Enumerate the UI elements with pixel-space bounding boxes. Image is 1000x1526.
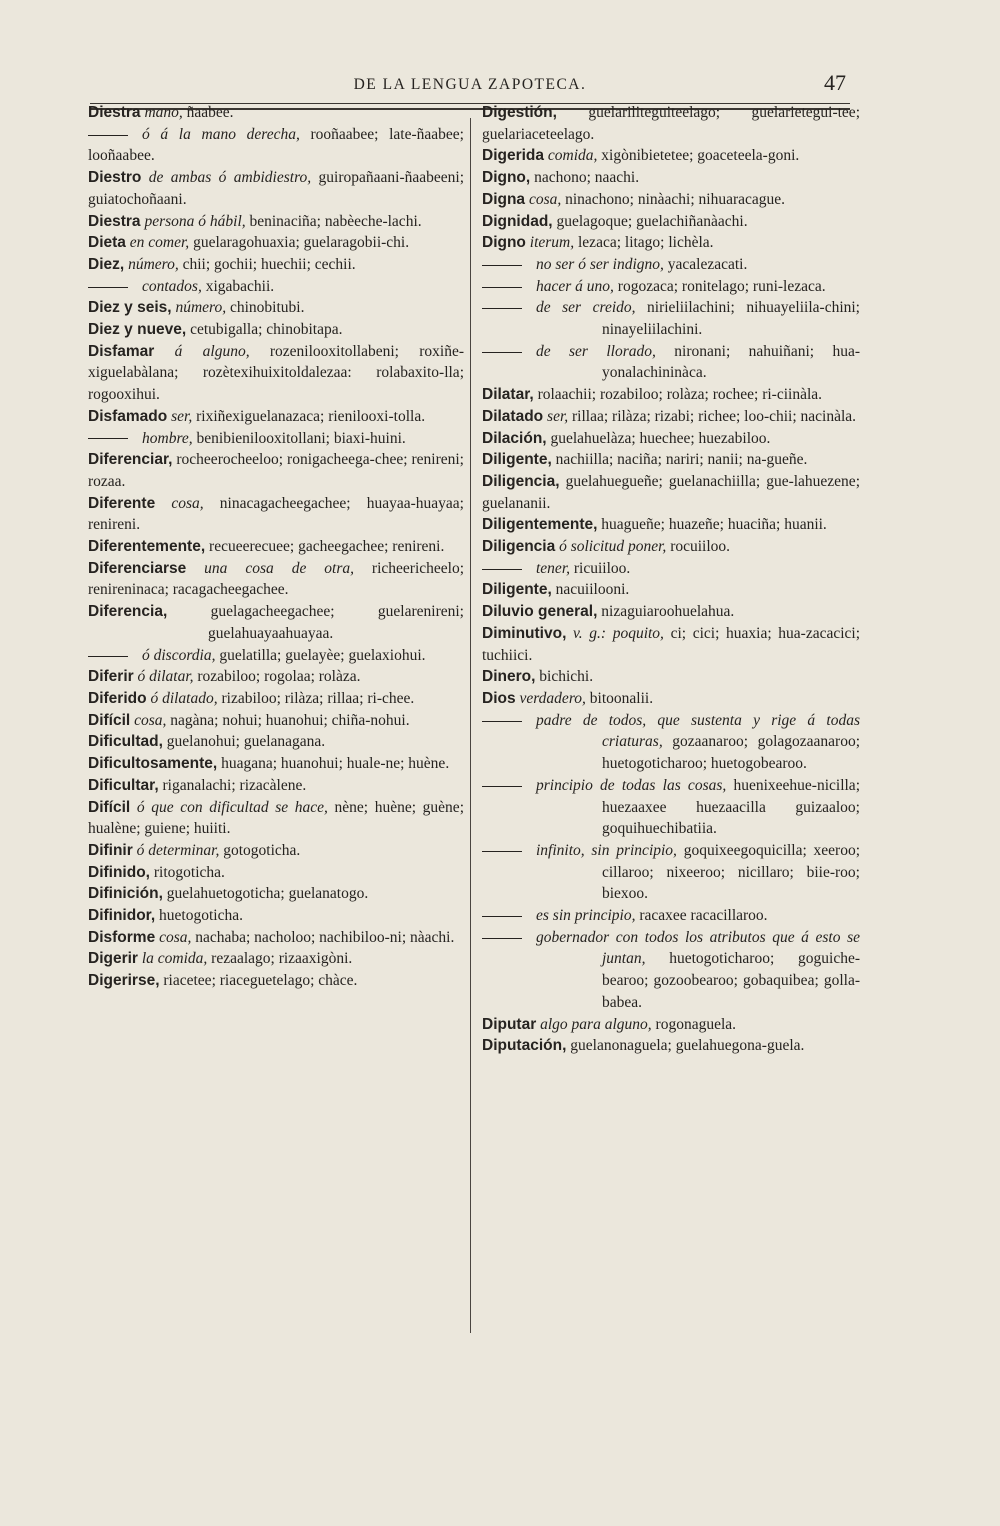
qualifier: ó que con dificultad se hace,	[136, 798, 328, 816]
ditto-dash	[482, 851, 522, 852]
definition: guelaragohuaxia; guelaragobii-chi.	[193, 234, 410, 252]
ditto-dash	[482, 308, 522, 309]
headword: Diferenciarse	[88, 559, 187, 577]
dictionary-entry	[88, 124, 464, 167]
dictionary-entry	[482, 384, 860, 406]
dictionary-entry	[88, 666, 464, 688]
dictionary-entry	[88, 840, 464, 862]
qualifier: ser,	[547, 407, 569, 425]
dictionary-entry	[88, 493, 464, 536]
qualifier: algo para alguno,	[540, 1015, 652, 1033]
dictionary-entry	[88, 970, 464, 992]
dictionary-entry	[88, 775, 464, 797]
qualifier: ó á la mano derecha,	[142, 125, 300, 143]
dictionary-entry	[482, 927, 860, 1014]
definition: guelahuelàza; huechee; huezabiloo.	[550, 429, 771, 447]
dictionary-entry	[482, 145, 860, 167]
column-divider	[470, 118, 471, 1333]
definition: guelanohui; guelanagana.	[166, 733, 326, 751]
dictionary-entry	[88, 254, 464, 276]
dictionary-entry	[482, 254, 860, 276]
headword: Diestra	[88, 212, 141, 230]
qualifier: cosa,	[134, 711, 167, 729]
ditto-dash	[482, 265, 522, 266]
definition: gotogoticha.	[223, 841, 301, 859]
definition: nacuiilooni.	[555, 581, 630, 599]
ditto-dash	[482, 287, 522, 288]
headword: Dificultosamente,	[88, 755, 218, 773]
ditto-dash	[88, 287, 128, 288]
dictionary-entry	[482, 666, 860, 688]
definition: bichichi.	[539, 668, 594, 686]
headword: Diestro	[88, 169, 142, 187]
dictionary-entry	[482, 558, 860, 580]
right-column	[482, 102, 860, 1057]
dictionary-entry	[88, 428, 464, 450]
headword: Diligencia	[482, 538, 556, 556]
qualifier: gobernador con todos los atributos que á esto se juntan,	[536, 928, 860, 968]
headword: Digestión,	[482, 104, 557, 121]
qualifier: tener,	[536, 559, 571, 577]
qualifier: principio de todas las cosas,	[536, 776, 727, 794]
definition: ninacagacheegachee; huayaa-huayaa; renireni.	[88, 494, 464, 534]
definition: nachaba; nacholoo; nachibiloo-ni; nàachi.	[195, 928, 455, 946]
dictionary-entry	[88, 710, 464, 732]
dictionary-entry	[482, 536, 860, 558]
dictionary-entry	[482, 579, 860, 601]
dictionary-entry	[482, 211, 860, 233]
headword: Dios	[482, 689, 516, 707]
headword: Diligentemente,	[482, 516, 598, 534]
headword: Diferenciar,	[88, 451, 173, 469]
ditto-dash	[482, 916, 522, 917]
definition: yacalezacati.	[667, 255, 748, 273]
dictionary-entry	[88, 688, 464, 710]
dictionary-entry	[88, 753, 464, 775]
dictionary-entry	[88, 536, 464, 558]
headword: Digno	[482, 234, 526, 252]
qualifier: ó determinar,	[136, 841, 220, 859]
definition: rillaa; rilàza; rizabi; richee; loo-chii; nacinàla.	[572, 407, 857, 425]
definition: xigònibietetee; goaceteela-goni.	[601, 147, 800, 165]
qualifier: ó solicitud poner,	[559, 538, 667, 556]
headword: Digno,	[482, 169, 531, 187]
qualifier: v. g.: poquito,	[573, 624, 664, 642]
definition: guelahuetogoticha; guelanatogo.	[166, 885, 369, 903]
definition: ci; cici; huaxia; hua-zacacici; tuchiici.	[482, 624, 861, 664]
ditto-dash	[482, 352, 522, 353]
definition: huagana; huanohui; huale-ne; huène.	[221, 755, 450, 773]
headword: Diligente,	[482, 581, 552, 599]
definition: guelatilla; guelayèe; guelaxiohui.	[219, 646, 426, 664]
qualifier: cosa,	[159, 928, 192, 946]
dictionary-entry	[482, 775, 860, 840]
dictionary-entry	[88, 341, 464, 406]
definition: guelagoque; guelachiñanàachi.	[556, 212, 748, 230]
qualifier: infinito, sin principio,	[536, 841, 677, 859]
dictionary-entry	[482, 341, 860, 384]
definition: benibienilooxitollani; biaxi-huini.	[196, 429, 406, 447]
dictionary-entry	[482, 688, 860, 710]
definition: huetogoticha.	[159, 907, 243, 925]
definition: ritogoticha.	[153, 863, 225, 881]
definition: riacetee; riaceguetelago; chàce.	[163, 972, 358, 990]
headword: Diferido	[88, 689, 147, 707]
left-column	[88, 102, 464, 992]
qualifier: ó dilatado,	[150, 689, 218, 707]
definition: bitoonalii.	[589, 689, 654, 707]
qualifier: padre de todos, que sustenta y rige á todas criaturas,	[536, 711, 860, 751]
qualifier: á alguno,	[174, 342, 250, 360]
definition: guelagacheegachee; guelarenireni; guelahuayaahuayaa.	[208, 603, 464, 642]
dictionary-entry	[482, 189, 860, 211]
definition: guelanonaguela; guelahuegona-guela.	[570, 1037, 805, 1055]
definition: rogonaguela.	[655, 1015, 737, 1033]
headword: Diminutivo,	[482, 624, 567, 642]
dictionary-entry	[482, 276, 860, 298]
dictionary-entry	[482, 840, 860, 905]
headword: Diputación,	[482, 1037, 567, 1055]
qualifier: iterum,	[529, 234, 575, 252]
definition: guelariliteguiteelago; guelarietegui-tee; guelariaceteelago.	[482, 104, 860, 143]
ditto-dash	[482, 569, 522, 570]
definition: rezaalago; rizaaxigòni.	[211, 950, 353, 968]
qualifier: ó discordia,	[142, 646, 216, 664]
definition: rocheerocheeloo; ronigacheega-chee; renireni; rozaa.	[88, 451, 464, 490]
qualifier: ser,	[171, 407, 193, 425]
dictionary-entry	[88, 905, 464, 927]
dictionary-entry	[88, 232, 464, 254]
headword: Diez,	[88, 255, 125, 273]
definition: nizaguiaroohuelahua.	[601, 603, 735, 621]
definition: racaxee racacillaroo.	[639, 907, 768, 925]
qualifier: una cosa de otra,	[204, 559, 354, 577]
headword: Diestra	[88, 104, 141, 121]
dictionary-entry	[88, 167, 464, 210]
definition: beninaciña; nabèeche-lachi.	[249, 212, 422, 230]
definition: nirieliilachini; nihuayeliila-chini; ninayeliilachini.	[602, 299, 860, 339]
dictionary-entry	[88, 862, 464, 884]
definition: rolaachii; rozabiloo; rolàza; rochee; ri-ciinàla.	[537, 386, 823, 404]
dictionary-entry	[482, 167, 860, 189]
headword: Digerida	[482, 147, 545, 165]
ditto-dash	[88, 656, 128, 657]
headword: Difícil	[88, 798, 131, 816]
dictionary-entry	[88, 558, 464, 601]
definition: rozenilooxitollabeni; roxiñe-xiguelabàlana; rozètexihuixitoldalezaa: rolabaxito-lla; rogooxihui.	[88, 342, 465, 404]
headword: Disforme	[88, 928, 156, 946]
qualifier: de ambas ó ambidiestro,	[148, 169, 312, 187]
ditto-dash	[88, 438, 128, 439]
dictionary-entry	[482, 601, 860, 623]
qualifier: la comida,	[141, 950, 208, 968]
qualifier: no ser ó ser indigno,	[536, 255, 664, 273]
dictionary-entry	[88, 731, 464, 753]
headword: Diferentemente,	[88, 538, 206, 556]
dictionary-entry	[88, 948, 464, 970]
headword: Dieta	[88, 234, 126, 252]
definition: rixiñexiguelanazaca; rienilooxi-tolla.	[196, 407, 426, 425]
headword: Dilatado	[482, 407, 544, 425]
definition: xigabachii.	[205, 277, 275, 295]
qualifier: comida,	[547, 147, 598, 165]
headword: Diez y seis,	[88, 299, 172, 317]
definition: nironani; nahuiñani; hua-yonalachininàca.	[602, 342, 861, 382]
definition: huetogoticharoo; goguiche-bearoo; gozoobearoo; gobaquibea; golla-babea.	[602, 950, 860, 1011]
dictionary-entry	[88, 883, 464, 905]
definition: guelahuegueñe; guelanachiilla; gue-lahuezene; guelananii.	[482, 472, 860, 512]
definition: chinobitubi.	[229, 299, 305, 317]
definition: richeericheelo; renireninaca; racagacheegachee.	[88, 559, 464, 599]
dictionary-entry	[88, 102, 464, 124]
definition: recueerecuee; gacheegachee; renireni.	[209, 538, 445, 556]
headword: Difinido,	[88, 863, 150, 881]
definition: rizabiloo; rilàza; rillaa; ri-chee.	[221, 689, 415, 707]
headword: Dignidad,	[482, 212, 553, 230]
dictionary-entry	[88, 927, 464, 949]
definition: ñaabee.	[186, 104, 234, 121]
qualifier: contados,	[142, 277, 202, 295]
dictionary-entry	[482, 449, 860, 471]
qualifier: ó dilatar,	[137, 668, 194, 686]
dictionary-entry	[482, 623, 860, 666]
dictionary-entry	[482, 1035, 860, 1057]
headword: Difinidor,	[88, 907, 156, 925]
headword: Diluvio general,	[482, 603, 598, 621]
headword: Disfamado	[88, 407, 168, 425]
headword: Diligencia,	[482, 472, 560, 490]
ditto-dash	[482, 938, 522, 939]
qualifier: cosa,	[528, 190, 562, 208]
qualifier: número,	[128, 255, 179, 273]
headword: Digerir	[88, 950, 138, 968]
qualifier: de ser llorado,	[536, 342, 656, 360]
headword: Digna	[482, 190, 526, 208]
definition: guiropañaani-ñaabeeni; guiatochoñaani.	[88, 169, 465, 208]
headword: Diez y nueve,	[88, 321, 187, 339]
headword: Dificultad,	[88, 733, 163, 751]
definition: ninachono; ninàachi; nihuaracague.	[565, 190, 786, 208]
page-number: 47	[824, 70, 846, 95]
definition: chii; gochii; huechii; cechii.	[182, 255, 356, 273]
definition: huagueñe; huazeñe; huaciña; huanii.	[601, 516, 827, 534]
headword: Difinición,	[88, 885, 163, 903]
definition: cetubigalla; chinobitapa.	[190, 321, 343, 339]
headword: Digerirse,	[88, 972, 160, 990]
qualifier: persona ó hábil,	[144, 212, 246, 230]
ditto-dash	[88, 135, 128, 136]
dictionary-entry	[88, 797, 464, 840]
definition: lezaca; litago; lichèla.	[578, 234, 714, 252]
definition: nène; huène; guène; hualène; guiene; huiiti.	[88, 798, 464, 838]
running-head: DE LA LENGUA ZAPOTECA.	[353, 76, 587, 93]
ditto-dash	[482, 721, 522, 722]
dictionary-entry	[482, 297, 860, 340]
dictionary-entry	[482, 428, 860, 450]
headword: Diligente,	[482, 451, 552, 469]
headword: Dificultar,	[88, 776, 159, 794]
qualifier: hombre,	[142, 429, 193, 447]
headword: Disfamar	[88, 342, 155, 360]
definition: ricuiiloo.	[573, 559, 631, 577]
definition: gozaanaroo; golagozaanaroo; huetogoticharoo; huetogobearoo.	[602, 733, 860, 773]
dictionary-entry	[88, 211, 464, 233]
definition: rozabiloo; rogolaa; rolàza.	[197, 668, 361, 686]
dictionary-entry	[88, 406, 464, 428]
dictionary-entry	[482, 710, 860, 775]
dictionary-entry	[88, 449, 464, 492]
dictionary-entry	[482, 406, 860, 428]
qualifier: hacer á uno,	[536, 277, 614, 295]
qualifier: es sin principio,	[536, 907, 636, 925]
dictionary-entry	[88, 601, 464, 644]
definition: rooñaabee; late-ñaabee; looñaabee.	[88, 125, 464, 165]
qualifier: verdadero,	[519, 689, 586, 707]
dictionary-entry	[482, 905, 860, 927]
definition: nachiilla; naciña; nariri; nanii; na-gueñe.	[555, 451, 808, 469]
headword: Dinero,	[482, 668, 536, 686]
headword: Dilatar,	[482, 386, 534, 404]
headword: Difícil	[88, 711, 131, 729]
qualifier: mano,	[144, 104, 183, 121]
dictionary-entry	[482, 102, 860, 145]
dictionary-entry	[88, 297, 464, 319]
qualifier: cosa,	[171, 494, 204, 512]
definition: rocuiiloo.	[670, 538, 731, 556]
headword: Diferencia,	[88, 603, 168, 621]
qualifier: de ser creido,	[536, 299, 636, 317]
qualifier: en comer,	[129, 234, 190, 252]
definition: goquixeegoquicilla; xeeroo; cillaroo; nixeeroo; nicillaro; biie-roo; biexoo.	[602, 841, 861, 903]
dictionary-entry	[88, 319, 464, 341]
dictionary-entry	[88, 276, 464, 298]
headword: Difinir	[88, 841, 133, 859]
dictionary-entry	[482, 514, 860, 536]
dictionary-entry	[88, 645, 464, 667]
dictionary-entry	[482, 232, 860, 254]
definition: riganalachi; rizacàlene.	[162, 776, 307, 794]
definition: huenixeehue-nicilla; huezaaxee huezaacilla guizaaloo; goquihuechibatiia.	[602, 776, 860, 838]
headword: Diferente	[88, 494, 156, 512]
ditto-dash	[482, 786, 522, 787]
headword: Diferir	[88, 668, 134, 686]
definition: rogozaca; ronitelago; runi-lezaca.	[617, 277, 826, 295]
dictionary-entry	[482, 471, 860, 514]
qualifier: número,	[175, 299, 227, 317]
definition: nagàna; nohui; huanohui; chiña-nohui.	[170, 711, 410, 729]
page-header	[90, 70, 850, 100]
headword: Diputar	[482, 1015, 537, 1033]
headword: Dilación,	[482, 429, 547, 447]
definition: nachono; naachi.	[534, 169, 640, 187]
dictionary-entry	[482, 1014, 860, 1036]
